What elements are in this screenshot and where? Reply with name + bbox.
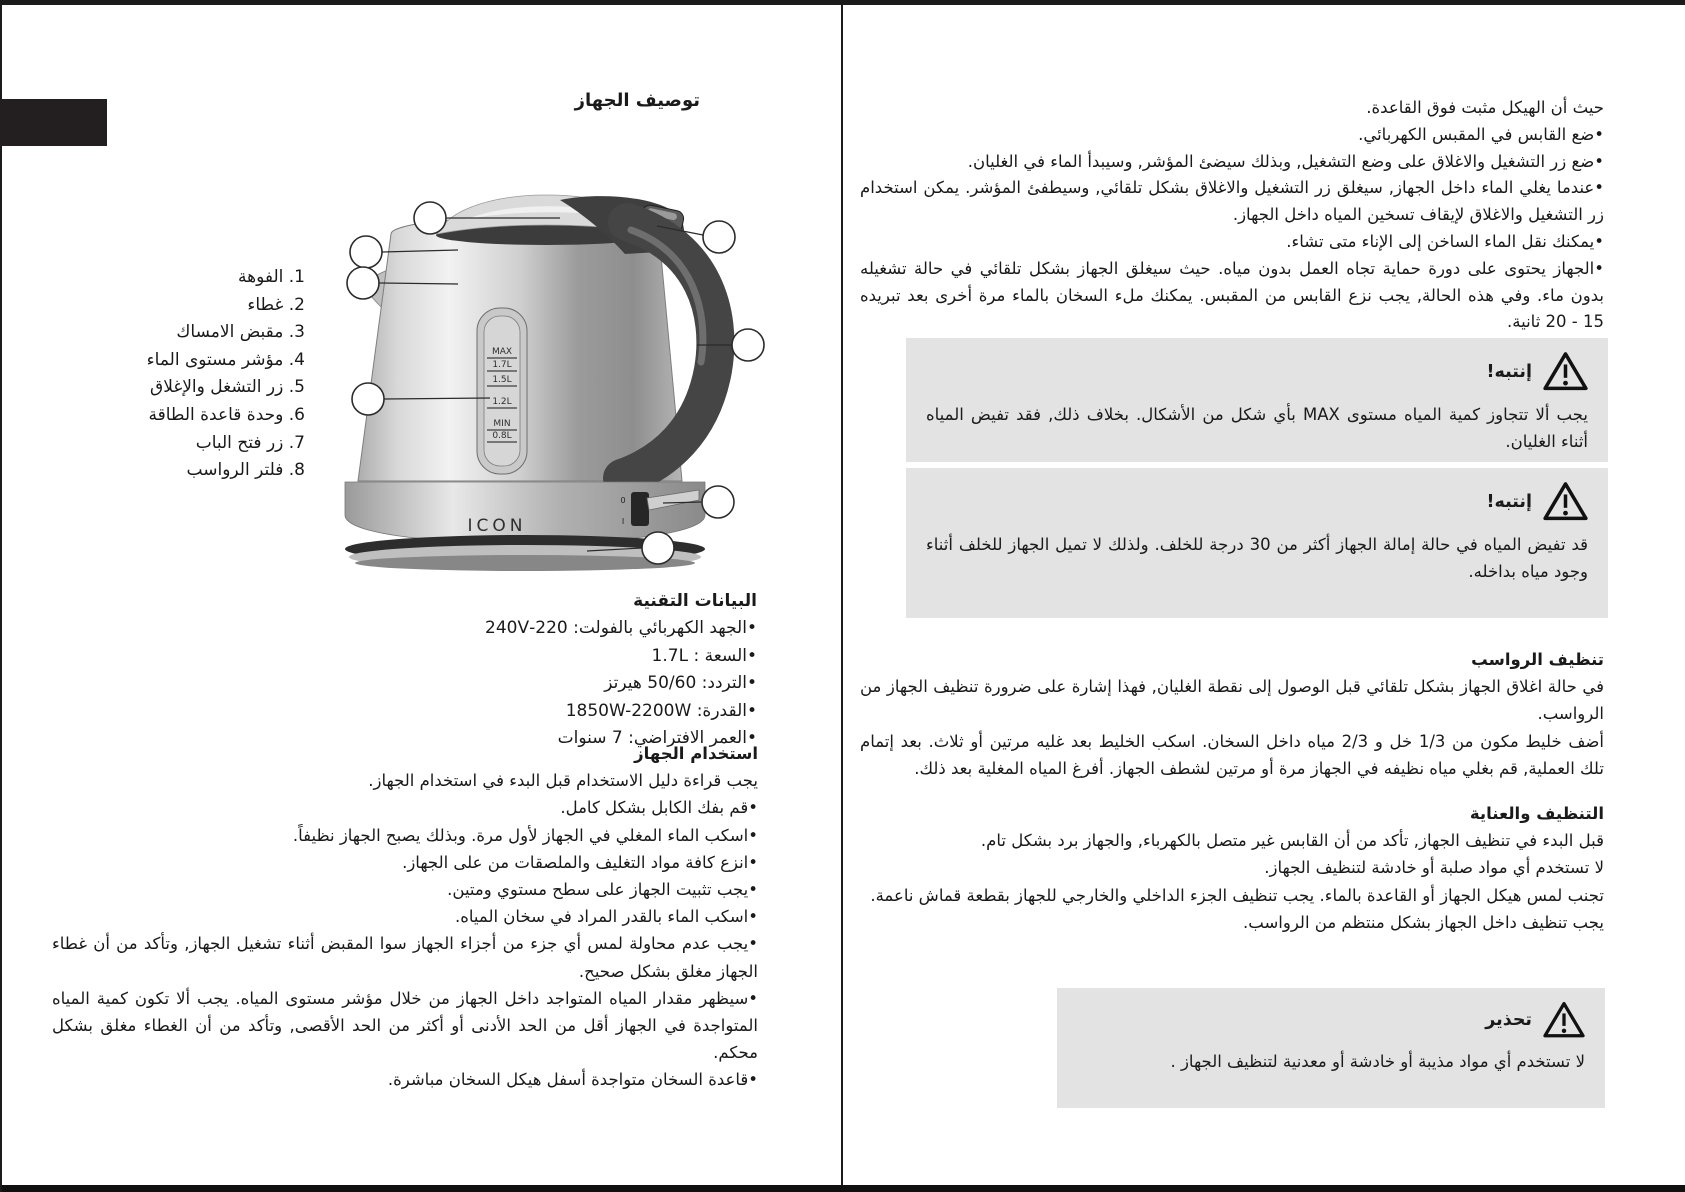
usage-list	[52, 767, 758, 1093]
part-item: 4. مؤشر مستوى الماء	[146, 349, 305, 370]
warning-box-2	[906, 468, 1608, 618]
callout-circle-lid	[414, 202, 446, 234]
technical-data-item: •السعة : 1.7L	[651, 645, 757, 666]
page-left-border	[0, 0, 2, 1192]
operation-paragraph: •الجهاز يحتوى على دورة حماية تجاه العمل بدون مياه. حيث سيغلق الجهاز بشكل تلقائي في حالة تشغيله بدون ماء. وفي هذه الحالة, يجب نزع القابس من المقبس. يمكنك ملء السخان بالماء مرة أخرى بعد تبريده 15 - 20 ثانية.	[860, 258, 1604, 332]
warning-triangle-icon	[1543, 351, 1588, 392]
part-item: 6. وحدة قاعدة الطاقة	[148, 404, 305, 425]
callout-circle-spout-top	[350, 236, 382, 268]
caution-title: تحذير	[1485, 1010, 1532, 1030]
caution-header	[1077, 1001, 1585, 1039]
part-item: 1. الفوهة	[238, 267, 305, 287]
operation-paragraph: •يمكنك نقل الماء الساخن إلى الإناء متى تشاء.	[1286, 231, 1604, 251]
warning-header	[926, 351, 1588, 392]
warning-box-1	[906, 338, 1608, 462]
page-divider	[841, 5, 843, 1185]
page-bottom-border	[0, 1185, 1685, 1192]
svg-text:MAX: MAX	[491, 347, 513, 357]
callout-circle-gauge	[352, 383, 384, 415]
kettle-diagram	[325, 172, 765, 592]
section-tab	[0, 99, 107, 146]
part-item: 2. غطاء	[247, 294, 305, 315]
switch-mark-on: I	[621, 517, 625, 526]
technical-data-list	[400, 615, 757, 752]
cleaning-care-section	[860, 800, 1604, 936]
part-item: 7. زر فتح الباب	[195, 432, 305, 453]
technical-data-section	[400, 588, 757, 752]
usage-item: •يجب تثبيت الجهاز على سطح مستوي ومتين.	[447, 880, 758, 900]
technical-data-item: •العمر الافتراضي: 7 سنوات	[557, 728, 757, 749]
base-ring-shadow	[355, 555, 695, 571]
descaling-paragraph: في حالة اغلاق الجهاز بشكل تلقائي قبل الوصول إلى نقطة الغليان, فهذا إشارة على ضرورة تنظيف الجهاز من الرواسب.	[860, 677, 1604, 724]
warning-text: قد تفيض المياه في حالة إمالة الجهاز أكثر من 30 درجة للخلف. ولذلك لا تميل الجهاز للخلف أثناء وجود مياه بداخله.	[926, 535, 1588, 581]
operation-paragraph: •ضع زر التشغيل والاغلاق على وضع التشغيل, وبذلك سيضئ المؤشر, وسيبدأ الماء في الغليان.	[967, 151, 1604, 171]
parts-list	[55, 264, 305, 485]
operation-paragraph: •عندما يغلي الماء داخل الجهاز, سيغلق زر التشغيل والاغلاق بشكل تلقائي, وسيطفئ المؤشر. يمكن استخدام زر التشغيل والاغلاق لإيقاف تسخين المياه داخل الجهاز.	[860, 178, 1604, 225]
part-item: 8. فلتر الرواسب	[186, 460, 305, 481]
switch-housing	[631, 492, 649, 526]
switch-mark-off: 0	[620, 496, 626, 505]
svg-text:MIN: MIN	[493, 419, 511, 429]
cleaning-care-paragraphs	[860, 827, 1604, 936]
cleaning-care-heading: التنظيف والعناية	[1469, 804, 1604, 823]
cleaning-care-paragraph: قبل البدء في تنظيف الجهاز, تأكد من أن القابس غير متصل بالكهرباء, والجهاز برد بشكل تام.	[980, 831, 1604, 851]
callout-circle-base	[642, 532, 674, 564]
warning-triangle-icon	[1543, 1001, 1585, 1039]
part-item: 3. مقبض الامساك	[176, 322, 305, 343]
usage-heading: استخدام الجهاز	[634, 744, 758, 763]
warning-triangle-icon	[1543, 481, 1588, 522]
usage-item: •اسكب الماء المغلي في الجهاز لأول مرة. وبذلك يصبح الجهاز نظيفاً.	[292, 825, 758, 845]
water-gauge-window	[484, 316, 520, 466]
callout-circle-switch	[702, 486, 734, 518]
caution-box	[1057, 988, 1605, 1108]
warning-text: يجب ألا تتجاوز كمية المياه مستوى MAX بأي شكل من الأشكال. بخلاف ذلك, فقد تفيض المياه أثناء الغليان.	[926, 405, 1588, 451]
callout-circle-button	[703, 221, 735, 253]
operation-paragraph: حيث أن الهيكل مثبت فوق القاعدة.	[1366, 98, 1604, 117]
cleaning-care-paragraph: تجنب لمس هيكل الجهاز أو القاعدة بالماء. يجب تنظيف الجزء الداخلي والخارجي للجهاز بقطعة قماش ناعمة.	[870, 885, 1604, 905]
svg-text:1.2L: 1.2L	[492, 397, 512, 407]
caution-text: لا تستخدم أي مواد مذيبة أو خادشة أو معدنية لتنظيف الجهاز .	[1170, 1052, 1585, 1071]
callout-circle-spout	[347, 267, 379, 299]
callout-circle-handle	[732, 329, 764, 361]
technical-data-item: •القدرة: 1850W-2200W	[565, 700, 757, 721]
cleaning-care-paragraph: لا تستخدم أي مواد صلبة أو خادشة لتنظيف الجهاز.	[1264, 858, 1604, 878]
usage-item: •قم بفك الكابل بشكل كامل.	[560, 798, 758, 818]
usage-section	[52, 740, 758, 1094]
operation-intro	[860, 95, 1604, 336]
page-title: توصيف الجهاز	[574, 90, 700, 111]
descaling-heading: تنظيف الرواسب	[1471, 650, 1604, 669]
usage-item: •اسكب الماء بالقدر المراد في سخان المياه.	[455, 907, 758, 927]
technical-data-item: •التردد: 50/60 هيرتز	[604, 673, 757, 694]
usage-item: •يجب عدم محاولة لمس أي جزء من أجزاء الجهاز سوا المقبض أثناء تشغيل الجهاز, وتأكد من أن غطاء الجهاز مغلق بشكل صحيح.	[52, 934, 758, 981]
svg-text:0.8L: 0.8L	[492, 431, 512, 441]
warning-header	[926, 481, 1588, 522]
usage-item: •قاعدة السخان متواجدة أسفل هيكل السخان مباشرة.	[387, 1070, 758, 1090]
usage-item: •سيظهر مقدار المياه المتواجد داخل الجهاز من خلال مؤشر مستوى المياه. يجب ألا تكون كمية المياه المتواجدة في الجهاز أقل من الحد الأدنى أو أكثر من الحد الأقصى, وتأكد من أن الغطاء مغلق بشكل محكم.	[52, 988, 758, 1063]
svg-text:1.7L: 1.7L	[492, 360, 512, 370]
usage-item: •انزع كافة مواد التغليف والملصقات من على الجهاز.	[402, 852, 758, 872]
brand-text: ICON	[467, 516, 527, 536]
cleaning-care-paragraph: يجب تنظيف داخل الجهاز بشكل منتظم من الرواسب.	[1243, 912, 1604, 932]
descaling-paragraph: أضف خليط مكون من 1/3 خل و 2/3 مياه داخل السخان. اسكب الخليط بعد غليه مرتين أو ثلاث. بعد إتمام تلك العملية, قم بغلي مياه نظيفه في الجهاز مرة أو مرتين لشطف الجهاز. أفرغ المياه المغلية بعد ذلك.	[860, 731, 1604, 778]
technical-data-item: •الجهد الكهربائي بالفولت: 220-240V	[485, 618, 757, 639]
warning-title: إنتبه!	[1486, 491, 1532, 512]
technical-data-heading: البيانات التقنية	[633, 591, 757, 611]
descaling-section	[860, 646, 1604, 782]
usage-item: يجب قراءة دليل الاستخدام قبل البدء في استخدام الجهاز.	[368, 771, 758, 791]
part-item: 5. زر التشغل والإغلاق	[150, 377, 305, 398]
operation-paragraph: •ضع القابس في المقبس الكهربائي.	[1358, 124, 1604, 144]
svg-text:1.5L: 1.5L	[492, 375, 512, 385]
warning-title: إنتبه!	[1486, 361, 1532, 382]
descaling-paragraphs	[860, 673, 1604, 782]
